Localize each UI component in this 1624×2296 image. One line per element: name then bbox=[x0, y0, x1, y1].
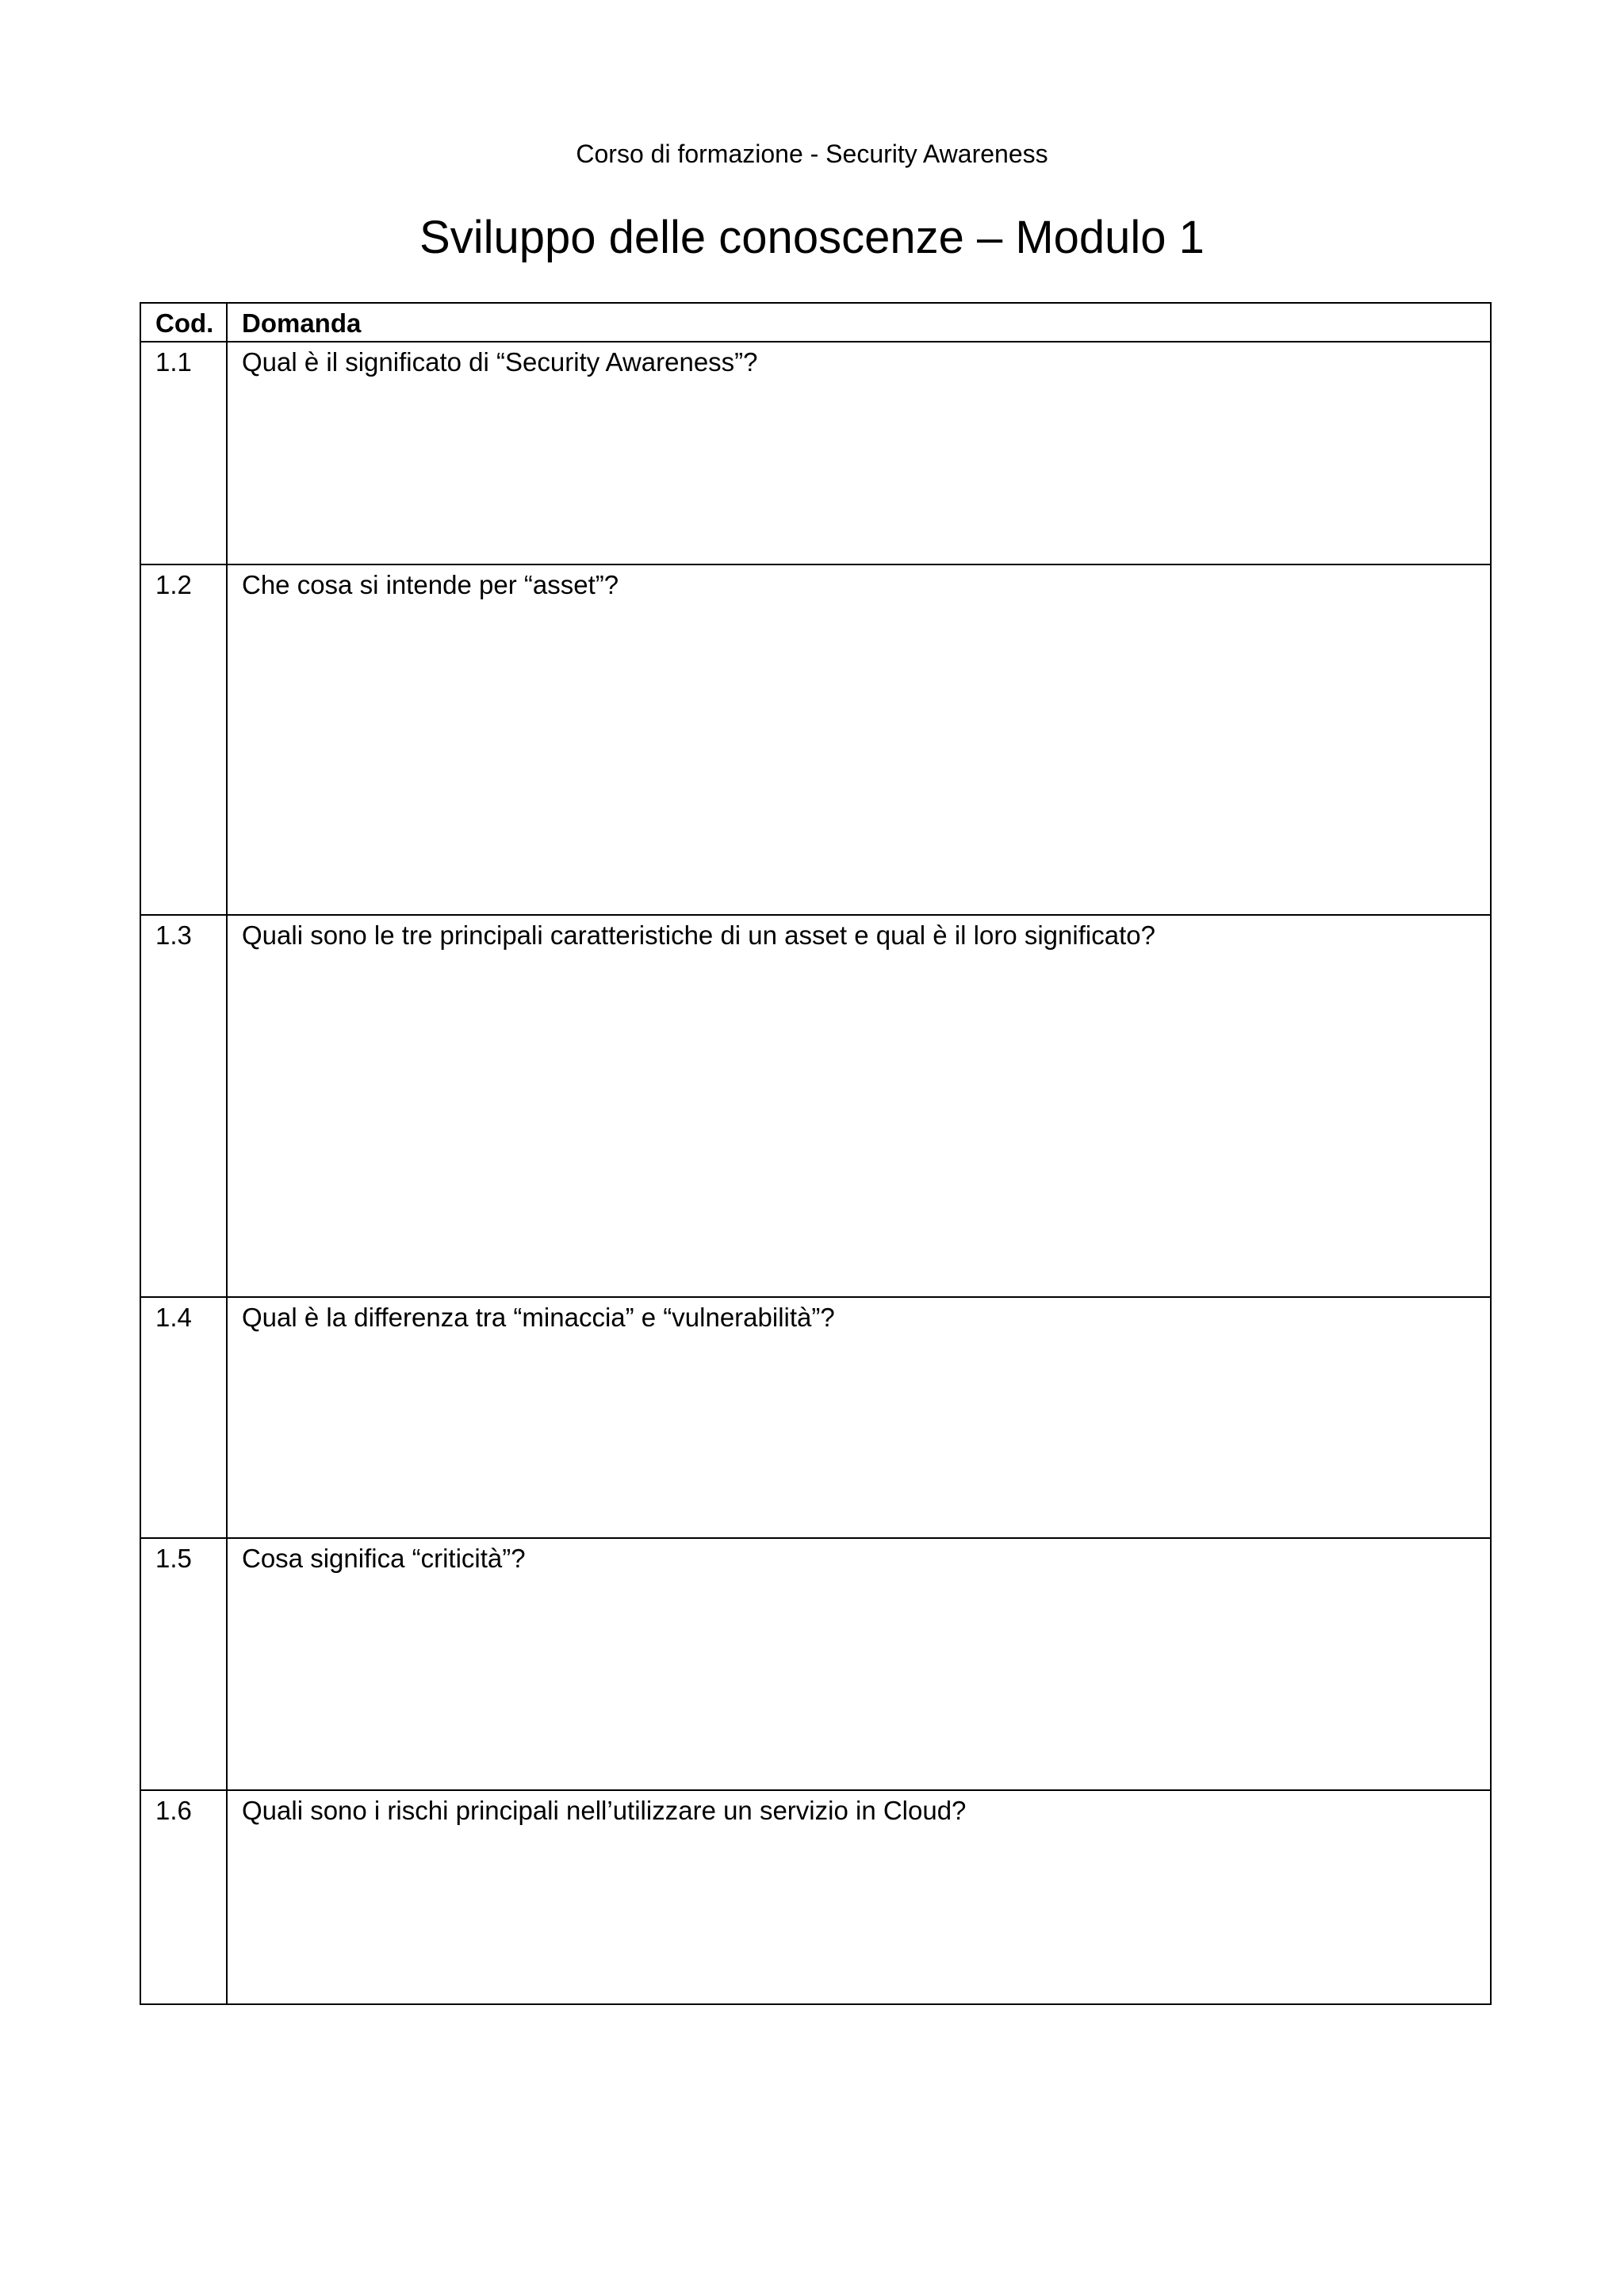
table-row bbox=[140, 1538, 1491, 1790]
question-code: 1.3 bbox=[140, 915, 227, 1297]
table-row bbox=[140, 1297, 1491, 1538]
table-row bbox=[140, 342, 1491, 564]
table-row bbox=[140, 564, 1491, 915]
document-title: Sviluppo delle conoscenze – Modulo 1 bbox=[419, 212, 1205, 263]
table-row bbox=[140, 1790, 1491, 2004]
question-text: Cosa significa “criticità”? bbox=[227, 1538, 1491, 1790]
question-text: Che cosa si intende per “asset”? bbox=[227, 564, 1491, 915]
column-header-question: Domanda bbox=[227, 303, 1491, 342]
questions-table bbox=[140, 302, 1492, 2005]
question-text: Qual è il significato di “Security Awareness”? bbox=[227, 342, 1491, 564]
question-text: Qual è la differenza tra “minaccia” e “vulnerabilità”? bbox=[227, 1297, 1491, 1538]
question-code: 1.5 bbox=[140, 1538, 227, 1790]
question-code: 1.4 bbox=[140, 1297, 227, 1538]
question-code: 1.2 bbox=[140, 564, 227, 915]
document-header: Corso di formazione - Security Awareness bbox=[576, 140, 1048, 168]
table-row bbox=[140, 915, 1491, 1297]
question-code: 1.1 bbox=[140, 342, 227, 564]
question-text: Quali sono i rischi principali nell’utilizzare un servizio in Cloud? bbox=[227, 1790, 1491, 2004]
question-code: 1.6 bbox=[140, 1790, 227, 2004]
column-header-code: Cod. bbox=[140, 303, 227, 342]
question-text: Quali sono le tre principali caratteristiche di un asset e qual è il loro significato? bbox=[227, 915, 1491, 1297]
table-header-row bbox=[140, 303, 1491, 342]
